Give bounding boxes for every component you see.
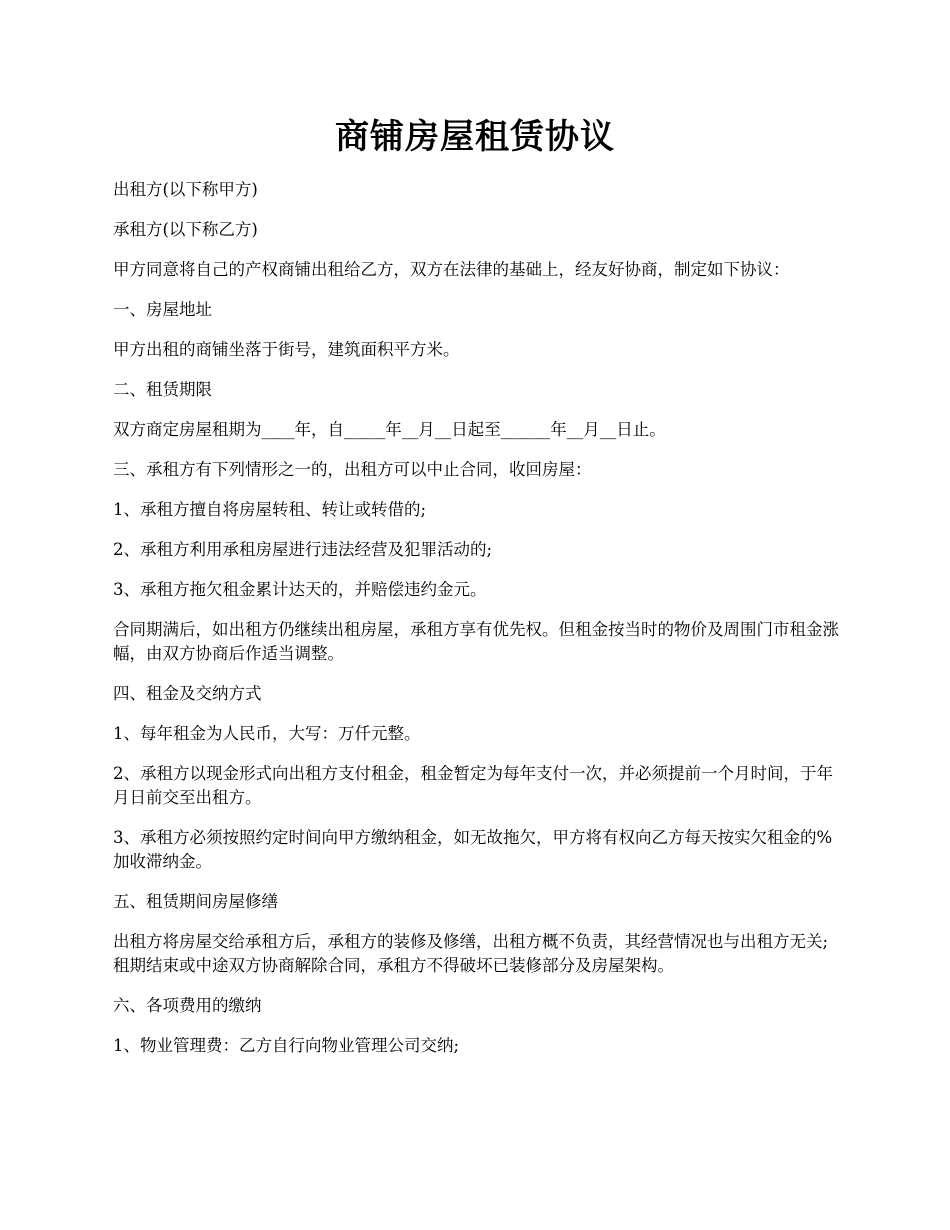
termination-item-2: 2、承租方利用承租房屋进行违法经营及犯罪活动的; — [113, 540, 493, 559]
section-heading-rent: 四、租金及交纳方式 — [113, 684, 262, 703]
renewal-clause: 合同期满后，如出租方仍继续出租房屋，承租方享有优先权。但租金按当时的物价及周围门市租金涨幅，由双方协商后作适当调整。 — [113, 620, 839, 663]
termination-item-3: 3、承租方拖欠租金累计达天的，并赔偿违约金元。 — [113, 580, 487, 599]
address-clause: 甲方出租的商铺坐落于街号，建筑面积平方米。 — [113, 340, 460, 359]
section-heading-fees: 六、各项费用的缴纳 — [113, 996, 262, 1015]
rent-item-3: 3、承租方必须按照约定时间向甲方缴纳租金，如无故拖欠，甲方将有权向乙方每天按实欠租金的%加收滞纳金。 — [113, 828, 833, 871]
fees-item-1: 1、物业管理费：乙方自行向物业管理公司交纳; — [113, 1036, 460, 1055]
section-heading-address: 一、房屋地址 — [113, 300, 212, 319]
term-clause: 双方商定房屋租期为____年，自_____年__月__日起至______年__月__日止。 — [113, 420, 666, 439]
preamble: 甲方同意将自己的产权商铺出租给乙方，双方在法律的基础上，经友好协商，制定如下协议： — [113, 260, 790, 279]
party-lessee: 承租方(以下称乙方) — [113, 220, 258, 239]
section-heading-repairs: 五、租赁期间房屋修缮 — [113, 892, 278, 911]
rent-item-2: 2、承租方以现金形式向出租方支付租金，租金暂定为每年支付一次，并必须提前一个月时间，于年月日前交至出租方。 — [113, 764, 833, 807]
section-heading-term: 二、租赁期限 — [113, 380, 212, 399]
document-body — [113, 178, 843, 1074]
document-title: 商铺房屋租赁协议 — [335, 117, 615, 157]
rent-item-1: 1、每年租金为人民币，大写：万仟元整。 — [113, 724, 421, 743]
termination-item-1: 1、承租方擅自将房屋转租、转让或转借的; — [113, 500, 427, 519]
section-heading-termination: 三、承租方有下列情形之一的，出租方可以中止合同，收回房屋： — [113, 460, 592, 479]
repairs-clause: 出租方将房屋交给承租方后，承租方的装修及修缮，出租方概不负责，其经营情况也与出租方无关;租期结束或中途双方协商解除合同，承租方不得破坏已装修部分及房屋架构。 — [113, 932, 829, 975]
party-lessor: 出租方(以下称甲方) — [113, 180, 258, 199]
